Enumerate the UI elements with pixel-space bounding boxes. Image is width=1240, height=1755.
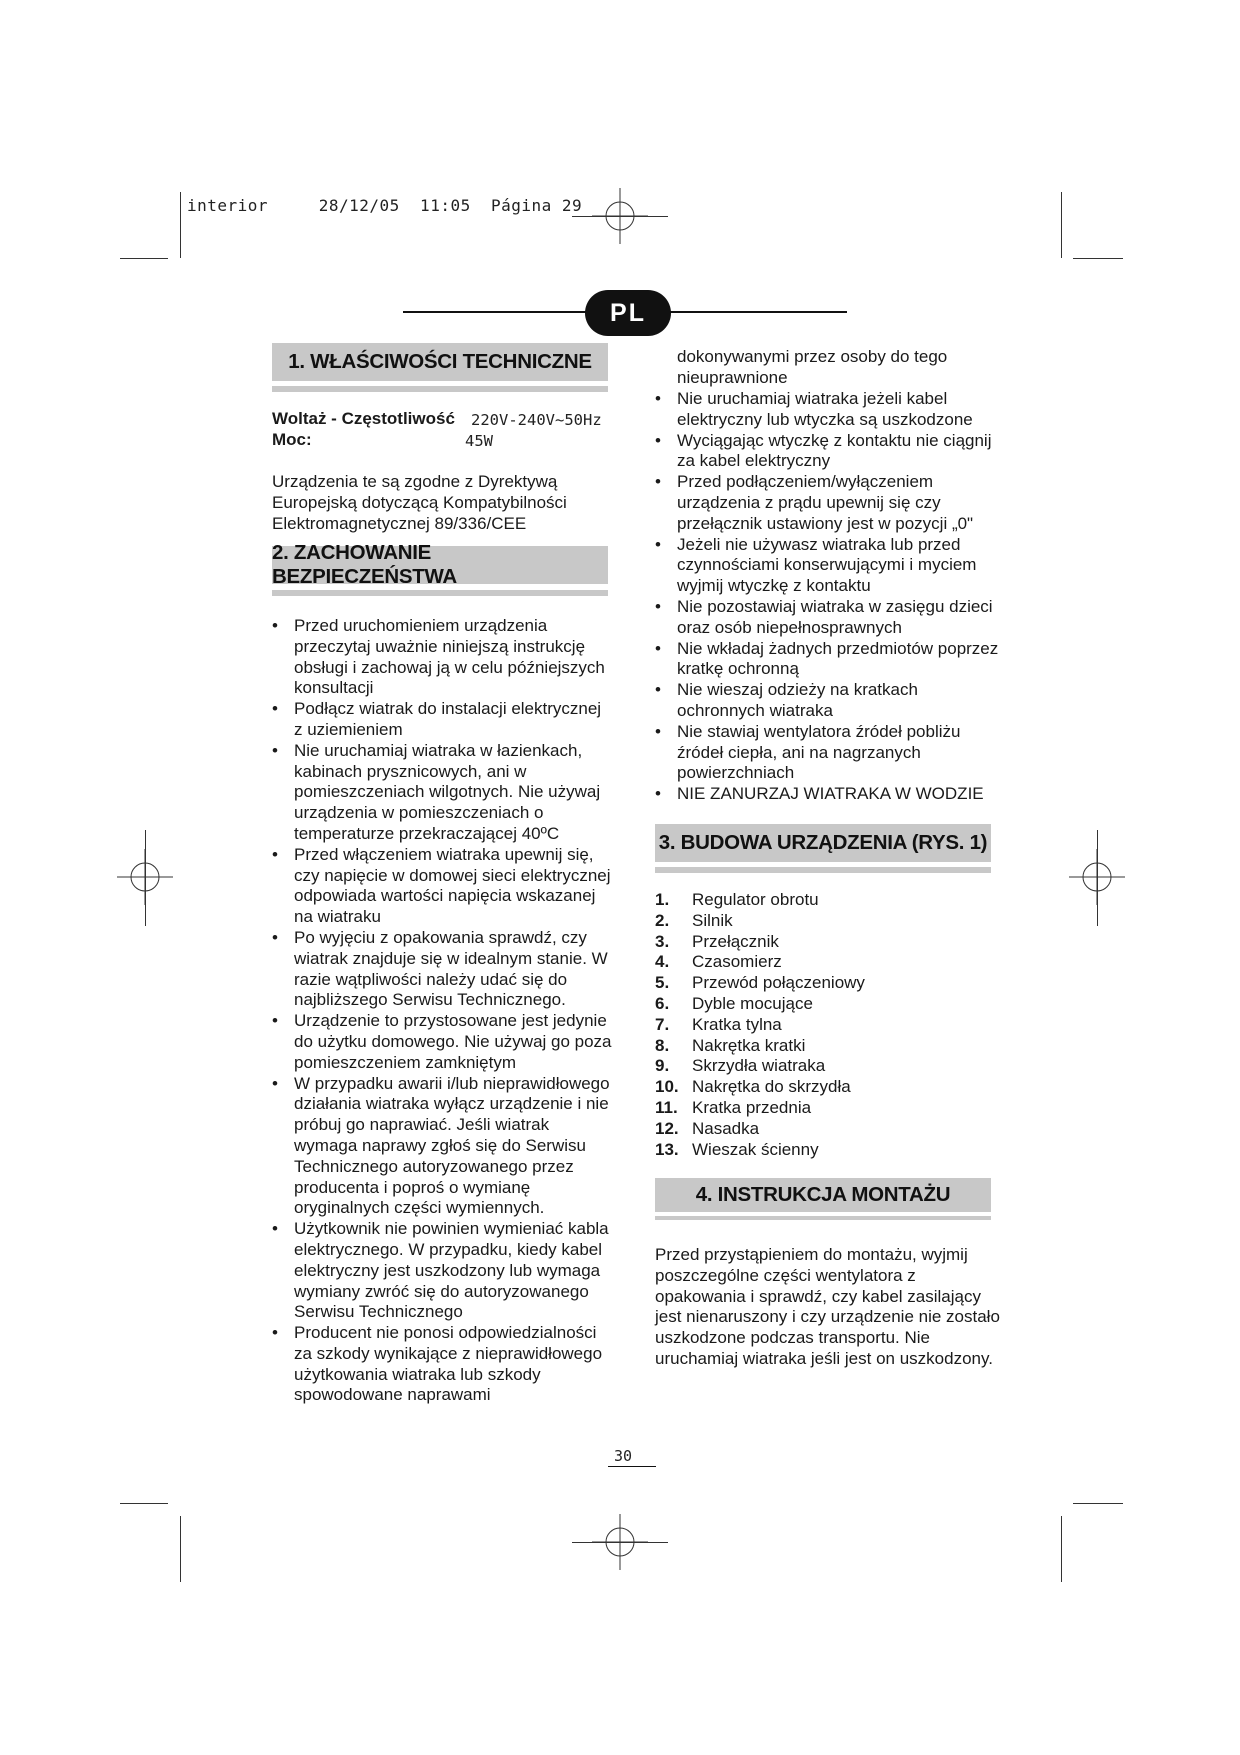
crop-mark (180, 1516, 181, 1582)
crop-mark (572, 216, 668, 217)
header-rule-right (662, 311, 847, 313)
crop-mark (572, 1542, 668, 1543)
part-number: 3. (655, 931, 670, 951)
crop-mark (120, 258, 168, 259)
list-item: • Nie uruchamiaj wiatraka w łazienkach, kabinach prysznicowych, ani w pomieszczeniach wilgotnych. Nie używaj urządzenia w pomieszczeniach o temperaturze przekraczającej 40ºC (272, 741, 612, 845)
spec-value: 45W (465, 432, 493, 450)
section-4-title: 4. INSTRUKCJA MONTAŻU (655, 1178, 991, 1212)
assembly-paragraph: Przed przystąpieniem do montażu, wyjmij poszczególne części wentylatora z opakowania i sprawdź, czy kabel zasilający jest nienaruszony i czy urządzenie nie zostało uszkodzone podczas transportu. Nie uruchamiaj wiatraka jeśli jest on uszkodzony. (655, 1245, 1000, 1368)
section-2-title: 2. ZACHOWANIE BEZPIECZEŃSTWA (272, 546, 608, 584)
list-item (655, 1119, 985, 1140)
page-number-rule (608, 1466, 656, 1467)
section-3-rule (655, 867, 991, 873)
part-name: Wieszak ścienny (692, 1139, 819, 1159)
spec-label: Woltaż - Częstotliwość (272, 409, 455, 428)
list-item (655, 994, 985, 1015)
section-1-rule (272, 386, 608, 392)
list-item: • Nie wieszaj odzieży na kratkach ochronnych wiatraka (655, 680, 1000, 722)
list-item: • Nie stawiaj wentylatora źródeł pobliżu źródeł ciepła, ani na nagrzanych powierzchniach (655, 722, 1000, 784)
part-name: Regulator obrotu (692, 890, 819, 909)
part-name: Dyble mocujące (692, 993, 813, 1013)
list-item (655, 973, 985, 994)
part-name: Kratka tylna (692, 1014, 782, 1034)
list-item (655, 1077, 985, 1098)
list-item (655, 1140, 985, 1161)
list-item: • Użytkownik nie powinien wymieniać kabla elektrycznego. W przypadku, kiedy kabel elektryczny jest uszkodzony lub wymaga wymiany zwróć się do autoryzowanego Serwisu Technicznego (272, 1219, 612, 1323)
safety-list-continuation: dokonywanymi przez osoby do tego nieuprawnione (677, 347, 948, 387)
crop-mark (120, 1503, 168, 1504)
list-item: • Jeżeli nie używasz wiatraka lub przed czynnościami konserwującymi i myciem wyjmij wtyczkę z kontaktu (655, 535, 1000, 597)
part-number: 12. (655, 1118, 679, 1138)
header-rule-left (403, 311, 593, 313)
part-number: 9. (655, 1056, 670, 1076)
part-number: 7. (655, 1014, 670, 1034)
list-item (655, 911, 985, 932)
part-name: Nakrętka kratki (692, 1035, 806, 1055)
list-item: • Przed uruchomieniem urządzenia przeczytaj uważnie niniejszą instrukcję obsługi i zachowaj ją w celu późniejszych konsultacji (272, 616, 612, 699)
part-name: Przełącznik (692, 931, 779, 951)
section-4-rule (655, 1216, 991, 1220)
list-item (655, 1056, 985, 1077)
list-item: • Nie uruchamiaj wiatraka jeżeli kabel elektryczny lub wtyczka są uszkodzone (655, 389, 1000, 431)
list-item: • Po wyjęciu z opakowania sprawdź, czy wiatrak znajduje się w idealnym stanie. W razie wątpliwości należy udać się do najbliższego Serwisu Technicznego. (272, 928, 612, 1011)
part-name: Czasomierz (692, 952, 782, 972)
list-item (655, 1098, 985, 1119)
part-name: Przewód połączeniowy (692, 973, 865, 993)
list-item (655, 1036, 985, 1057)
list-item (655, 1015, 985, 1036)
spec-label: Moc: (272, 430, 312, 449)
part-number: 4. (655, 952, 670, 972)
list-item (655, 932, 985, 953)
part-number: 8. (655, 1035, 670, 1055)
printer-slug: interior 28/12/05 11:05 Página 29 (187, 196, 583, 215)
list-item: • NIE ZANURZAJ WIATRAKA W WODZIE (655, 784, 1000, 805)
crop-mark (1073, 258, 1123, 259)
safety-list-right (655, 389, 1000, 805)
part-number: 6. (655, 993, 670, 1013)
spec-value: 220V-240V~50Hz (471, 411, 602, 429)
part-name: Nakrętka do skrzydła (692, 1077, 851, 1097)
list-item (655, 952, 985, 973)
part-number: 1. (655, 890, 670, 909)
compliance-paragraph: Urządzenia te są zgodne z Dyrektywą Europejską dotyczącą Kompatybilności Elektromagnetycznej 89/336/CEE (272, 472, 567, 533)
part-name: Silnik (692, 910, 733, 930)
parts-list (655, 890, 985, 1160)
spec-power-row (272, 430, 612, 450)
part-number: 5. (655, 973, 670, 993)
page-number: 30 (614, 1447, 633, 1465)
part-number: 10. (655, 1077, 679, 1097)
section-1-title: 1. WŁAŚCIWOŚCI TECHNICZNE (272, 343, 608, 381)
part-number: 13. (655, 1139, 679, 1159)
crop-mark (1073, 1503, 1123, 1504)
language-badge: PL (585, 290, 671, 336)
part-name: Skrzydła wiatraka (692, 1056, 826, 1076)
part-name: Nasadka (692, 1118, 760, 1138)
list-item: • Nie pozostawiaj wiatraka w zasięgu dzieci oraz osób niepełnosprawnych (655, 597, 1000, 639)
list-item: • Nie wkładaj żadnych przedmiotów poprzez kratkę ochronną (655, 639, 1000, 681)
part-name: Kratka przednia (692, 1097, 812, 1117)
safety-list-left (272, 616, 612, 1406)
crop-mark (1061, 1516, 1062, 1582)
crop-mark (145, 830, 146, 926)
list-item: • Przed włączeniem wiatraka upewnij się, czy napięcie w domowej sieci elektrycznej odpowiada wartości napięcia wskazanej na wiatraku (272, 845, 612, 928)
section-3-title: 3. BUDOWA URZĄDZENIA (RYS. 1) (655, 824, 991, 862)
part-number: 11. (655, 1097, 678, 1117)
spec-voltage-row (272, 409, 612, 429)
part-number: 2. (655, 910, 670, 930)
list-item: • Przed podłączeniem/wyłączeniem urządzenia z prądu upewnij się czy przełącznik ustawiony jest w pozycji „0" (655, 472, 1000, 534)
list-item: • W przypadku awarii i/lub nieprawidłowego działania wiatraka wyłącz urządzenie i nie próbuj go naprawiać. Jeśli wiatrak wymaga naprawy zgłoś się do Serwisu Technicznego autoryzowanego przez producenta i poproś o wymianę oryginalnych części wymiennych. (272, 1074, 612, 1220)
list-item: • Urządzenie to przystosowane jest jedynie do użytku domowego. Nie używaj go poza pomieszczeniem zamkniętym (272, 1011, 612, 1073)
section-2-rule (272, 590, 608, 596)
list-item: • Wyciągając wtyczkę z kontaktu nie ciągnij za kabel elektryczny (655, 431, 1000, 473)
crop-mark (180, 192, 181, 258)
list-item (655, 890, 985, 911)
list-item: • Podłącz wiatrak do instalacji elektrycznej z uziemieniem (272, 699, 612, 741)
crop-mark (1097, 830, 1098, 926)
crop-mark (1061, 192, 1062, 258)
list-item: • Producent nie ponosi odpowiedzialności za szkody wynikające z nieprawidłowego użytkowania wiatraka lub szkody spowodowane naprawami (272, 1323, 612, 1406)
